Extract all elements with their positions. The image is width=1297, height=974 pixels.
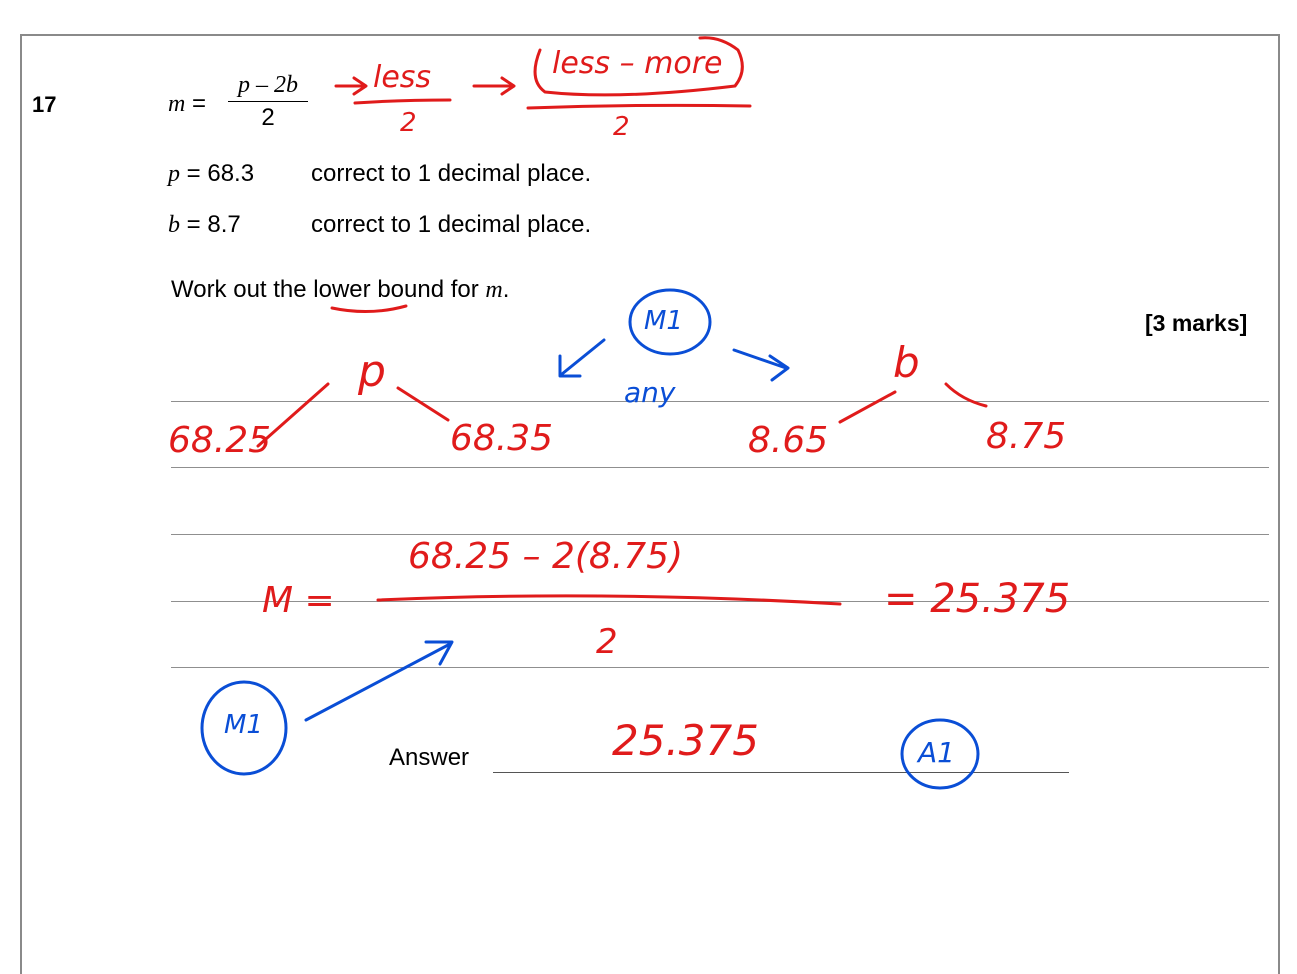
- instruction-lower: lower: [313, 276, 371, 303]
- answer-rule-2: [171, 467, 1269, 468]
- given-p-var: p: [168, 161, 180, 187]
- formula-var-m: m: [168, 91, 186, 117]
- answer-label: Answer: [389, 744, 470, 771]
- formula-numerator: p – 2b: [228, 72, 308, 102]
- given-p-note: correct to 1 decimal place.: [311, 160, 592, 187]
- instruction-end: .: [502, 276, 510, 303]
- answer-rule-4: [171, 601, 1269, 602]
- given-b: [168, 211, 241, 239]
- answer-rule-1: [171, 401, 1269, 402]
- hand-b-upper: 8.75: [986, 416, 1067, 457]
- answer-rule-3: [171, 534, 1269, 535]
- hand-p-label: p: [358, 346, 386, 397]
- given-p: [168, 160, 254, 188]
- instruction-pre: Work out the: [171, 276, 314, 303]
- formula-lhs: [168, 90, 206, 118]
- hand-p-lower: 68.25: [168, 420, 272, 461]
- formula-fraction: [228, 72, 308, 132]
- answer-line[interactable]: [493, 772, 1069, 773]
- hand-less-more: less – more: [552, 46, 723, 81]
- hand-a1: A1: [918, 736, 955, 769]
- hand-m-equals: M =: [262, 580, 335, 621]
- hand-p-upper: 68.35: [450, 418, 554, 459]
- hand-less-more-den: 2: [613, 112, 630, 142]
- hand-calc-result: = 25.375: [884, 576, 1071, 622]
- instruction-post: bound for: [370, 276, 486, 303]
- hand-b-lower: 8.65: [748, 420, 829, 461]
- hand-calc-numerator: 68.25 – 2(8.75): [408, 536, 684, 577]
- given-b-var: b: [168, 212, 180, 238]
- hand-less: less: [373, 60, 432, 95]
- given-b-value: = 8.7: [186, 211, 241, 238]
- answer-rule-5: [171, 667, 1269, 668]
- formula-equals: =: [192, 90, 207, 117]
- given-b-note: correct to 1 decimal place.: [311, 211, 592, 238]
- hand-answer: 25.375: [612, 716, 759, 765]
- instruction: [171, 276, 509, 304]
- formula-denominator: 2: [261, 104, 275, 131]
- hand-m1-bottom: M1: [224, 710, 263, 740]
- given-p-value: = 68.3: [186, 160, 255, 187]
- marks-label: [3 marks]: [1145, 310, 1248, 336]
- hand-less-den: 2: [400, 108, 417, 138]
- hand-b-label: b: [893, 338, 920, 387]
- question-number: 17: [32, 92, 57, 117]
- hand-any: any: [624, 376, 676, 409]
- instruction-var: m: [485, 277, 503, 303]
- hand-calc-denominator: 2: [596, 622, 618, 662]
- hand-m1-top: M1: [644, 306, 683, 336]
